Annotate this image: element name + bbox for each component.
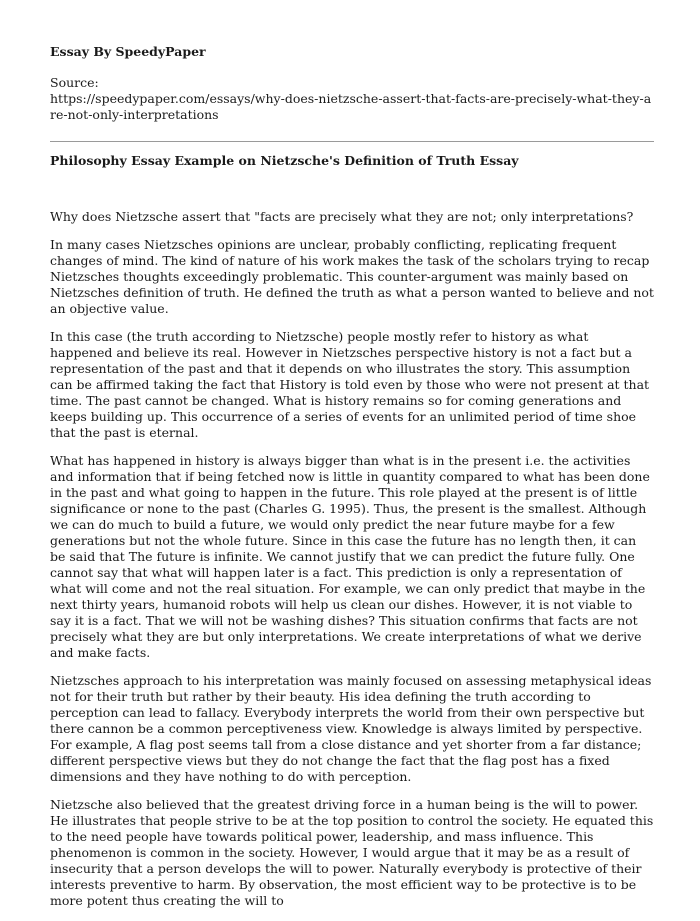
divider (50, 141, 654, 142)
paragraph: Nietzsche also believed that the greatest driving force in a human being is the will to power. He illustrates that people strive to be at the top position to control the society. He equated this to the need people have towards political power, leadership, and mass influence. This phenomenon is common in the society. However, I would argue that it may be as a result of insecurity that a person develops the will to power. Naturally everybody is protective of their interests preventive to harm. By observation, the most efficient way to be protective is to be more potent thus creating the will to (50, 797, 654, 908)
source-label: Source: (50, 75, 99, 90)
paragraph: In this case (the truth according to Nietzsche) people mostly refer to history as what happened and believe its real. However in Nietzsches perspective history is not a fact but a representation of the past and that it depends on who illustrates the story. This assumption can be affirmed taking the fact that History is told even by those who were not present at that time. The past cannot be changed. What is history remains so for coming generations and keeps building up. This occurrence of a series of events for an unlimited period of time shoe that the past is eternal. (50, 329, 650, 440)
paragraph: Why does Nietzsche assert that "facts are precisely what they are not; only interpretations? (50, 209, 634, 224)
essay-body (50, 209, 654, 909)
source-url[interactable]: https://speedypaper.com/essays/why-does-nietzsche-assert-that-facts-are-precisely-what-they-are-not-only-interpretations (50, 91, 652, 122)
document-page (50, 0, 654, 921)
brand-heading: Essay By SpeedyPaper (50, 44, 206, 59)
paragraph: Nietzsches approach to his interpretation was mainly focused on assessing metaphysical ideas not for their truth but rather by their beauty. His idea defining the truth according to perception can lead to fallacy. Everybody interprets the world from their own perspective but there cannon be a common perceptiveness view. Knowledge is always limited by perspective. For example, A flag post seems tall from a close distance and yet shorter from a far distance; different perspective views but they do not change the fact that the flag post has a fixed dimensions and they have nothing to do with perception. (50, 673, 652, 784)
essay-title: Philosophy Essay Example on Nietzsche's Definition of Truth Essay (50, 153, 519, 168)
paragraph: What has happened in history is always bigger than what is in the present i.e. the activities and information that if being fetched now is little in quantity compared to what has been done in the past and what going to happen in the future. This role played at the present is of little significance or none to the past (Charles G. 1995). Thus, the present is the smallest. Although we can do much to build a future, we would only predict the near future maybe for a few generations but not the whole future. Since in this case the future has no length then, it can be said that The future is infinite. We cannot justify that we can predict the future fully. One cannot say that what will happen later is a fact. This prediction is only a representation of what will come and not the real situation. For example, we can only predict that maybe in the next thirty years, humanoid robots will help us clean our dishes. However, it is not viable to say it is a fact. That we will not be washing dishes? This situation confirms that facts are not precisely what they are but only interpretations. We create interpretations of what we derive and make facts. (50, 453, 650, 660)
paragraph: In many cases Nietzsches opinions are unclear, probably conflicting, replicating frequent changes of mind. The kind of nature of his work makes the task of the scholars trying to recap Nietzsches thoughts exceedingly problematic. This counter-argument was mainly based on Nietzsches definition of truth. He defined the truth as what a person wanted to believe and not an objective value. (50, 237, 654, 316)
